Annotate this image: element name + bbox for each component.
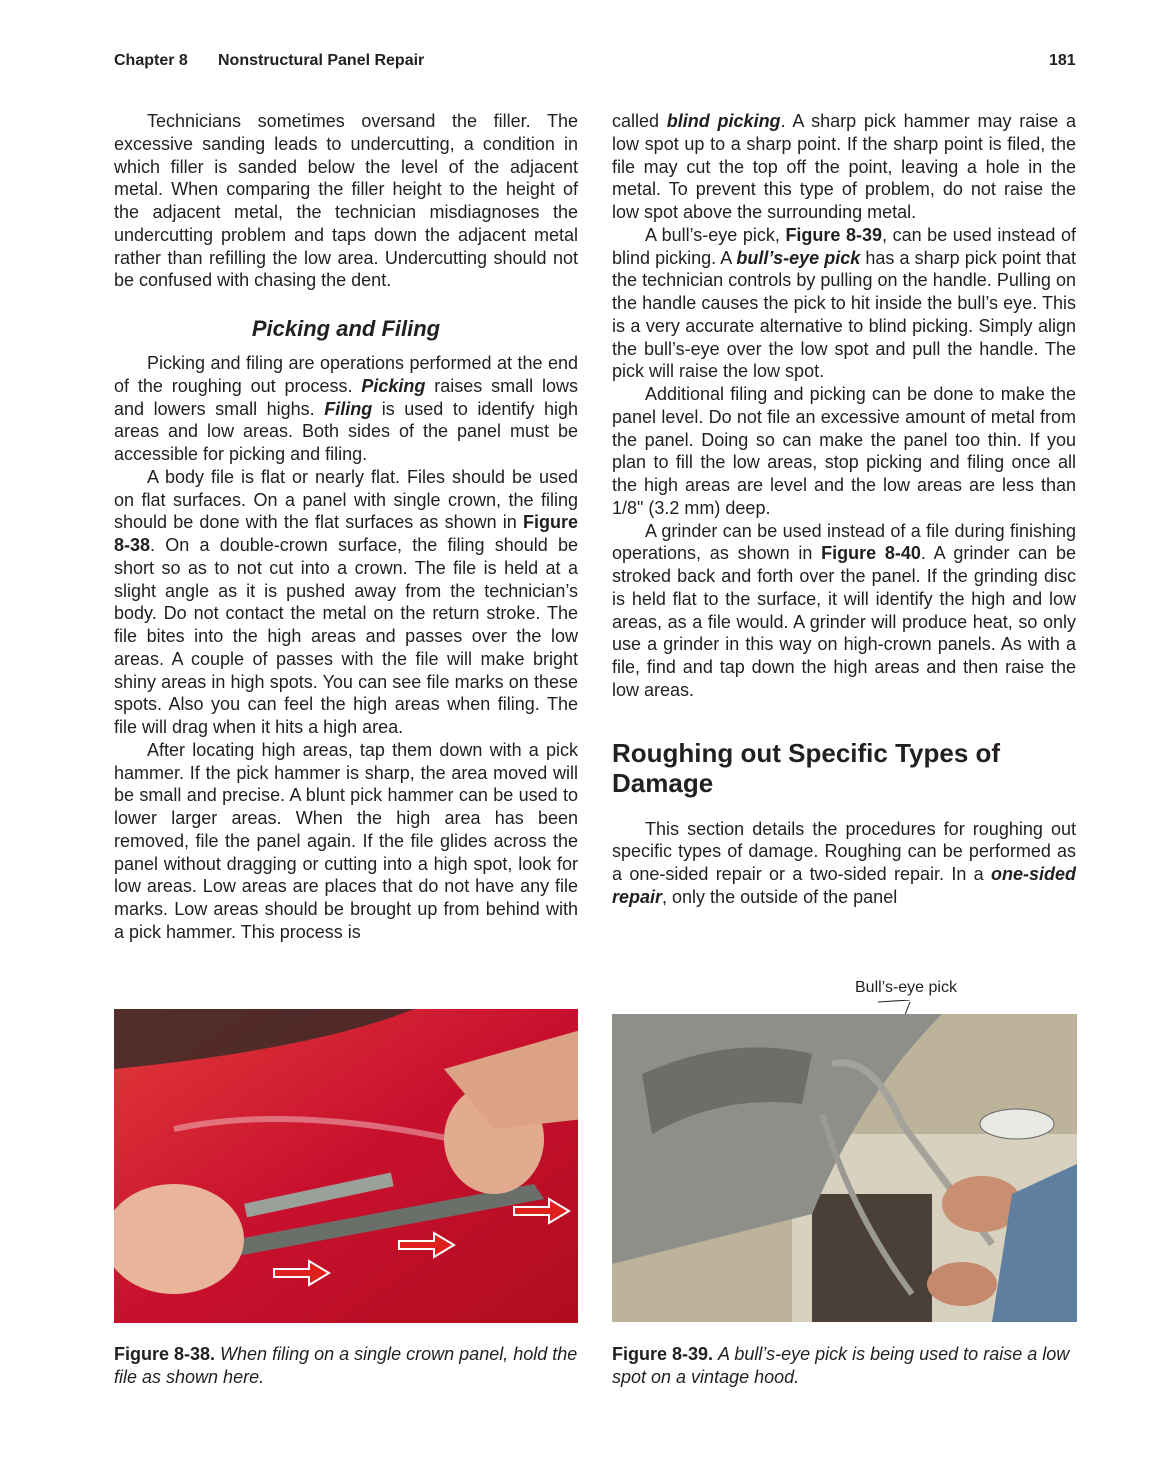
figure-label: Figure 8-39. (612, 1344, 714, 1364)
body-paragraph (612, 383, 1076, 520)
text-run: , can be used instead of blind picking. A (612, 224, 1076, 268)
section-heading (612, 738, 1076, 798)
text-run: Roughing out Specific Types of Damage (612, 737, 1001, 798)
text-run: A grinder can be used instead of a file during finishing operations, as shown in (612, 520, 1076, 564)
figure-caption-text: When filing on a single crown panel, hold the file as shown here. (114, 1344, 578, 1387)
figure-8-39-caption (612, 1343, 1082, 1389)
text-run: . On a double-crown surface, the filing should be short so as to not cut into a crown. The file is held at a slight angle as it is pushed away from the technician’s body. Do not contact the metal on the return stroke. The file bites into the high areas and passes over the low areas. A couple of passes with the file will make bright shiny areas in high spots. You can see file marks on these spots. Also you can feel the high areas when filing. The file will drag when it hits a high area. (114, 535, 578, 737)
body-paragraph (612, 224, 1076, 383)
text-run: is used to identify high areas and low areas. Both sides of the panel must be accessible for picking and filing. (114, 398, 578, 464)
figure-reference: Figure 8-38 (114, 512, 578, 555)
text-run: A body file is flat or nearly flat. Files should be used on flat surfaces. On a panel with single crown, the filing should be done with the flat surfaces as shown in (114, 466, 578, 533)
figure-8-38-caption (114, 1343, 584, 1389)
text-run: After locating high areas, tap them down with a pick hammer. If the pick hammer is sharp, the area moved will be small and precise. A blunt pick hammer can be used to lower larger areas. When the high area has been removed, file the panel again. If the file glides across the panel without dragging or cutting into a high spot, look for low areas. Low areas are places that do not have any file marks. Low areas should be brought up from behind with a pick hammer. This process is (114, 739, 578, 942)
text-run: has a sharp pick point that the technician controls by pulling on the handle. Pulling on the handle causes the pick to hit inside the bull’s eye. This is a very accurate alternative to blind picking. Simply align the bull’s-eye over the low spot and pull the handle. The pick will raise the low spot. (612, 247, 1076, 382)
text-run: This section details the procedures for roughing out specific types of damage. Roughing can be performed as a one-sided repair or a two-sided repair. In a (612, 818, 1076, 884)
text-run: A bull’s-eye pick, (645, 224, 786, 245)
body-paragraph (114, 739, 578, 944)
figure-caption-text: A bull’s-eye pick is being used to raise a low spot on a vintage hood. (612, 1344, 1070, 1387)
text-run: . A sharp pick hammer may raise a low spot up to a sharp point. If the sharp point is filed, the file may cut the top off the point, leaving a hole in the metal. To prevent this type of problem, do not raise the low spot above the surrounding metal. (612, 111, 1077, 222)
figure-reference: Figure 8-39 (785, 224, 883, 245)
text-run: , only the outside of the panel (662, 886, 898, 907)
running-header-chapter: Chapter 8 (114, 52, 188, 69)
right-column (612, 110, 1076, 909)
key-term: bull’s-eye pick (736, 247, 861, 268)
key-term: one-sided repair (612, 864, 1076, 907)
text-run: Additional filing and picking can be done to make the panel level. Do not file an excessive amount of metal from the panel. Doing so can make the panel too thin. If you plan to fill the low areas, stop picking and filing once all the high areas are level and the low areas are less than 1/8" (3.2 mm) deep. (612, 384, 1076, 518)
body-paragraph (114, 466, 578, 739)
text-run: Picking and filing are operations performed at the end of the roughing out process. (114, 353, 578, 396)
text-run: called (612, 111, 667, 131)
left-column (114, 110, 578, 944)
body-paragraph (114, 110, 578, 292)
figure-8-38-photo (114, 1009, 578, 1323)
text-run: Picking and Filing (251, 316, 441, 341)
text-run: Technicians sometimes oversand the filler. The excessive sanding leads to undercutting, a condition in which filler is sanded below the level of the adjacent metal. When comparing the filler height to the height of the adjacent metal, the technician misdiagnoses the undercutting problem and taps down the adjacent metal rather than refilling the low area. Undercutting should not be confused with chasing the dent. (114, 111, 578, 291)
body-paragraph (612, 520, 1076, 702)
body-paragraph (114, 352, 578, 466)
body-paragraph (612, 110, 1076, 224)
figure-label: Figure 8-38. (114, 1344, 216, 1364)
section-subheading (114, 316, 578, 342)
key-term: blind picking (666, 111, 781, 131)
figure-8-39-photo (612, 1014, 1077, 1322)
text-run: raises small lows and lowers small highs. (114, 375, 578, 419)
text-run: . A grinder can be stroked back and forth over the panel. If the grinding disc is held flat to the surface, it will identify the high and low areas, as a file would. A grinder will produce heat, so only use a grinder in this way on high-crown panels. As with a file, find and tap down the high areas and then raise the low areas. (612, 543, 1076, 700)
key-term: Filing (324, 398, 373, 419)
figure-reference: Figure 8-40 (821, 543, 921, 564)
callout-label: Bull’s-eye pick (855, 979, 957, 996)
key-term: Picking (361, 375, 426, 396)
page-number: 181 (1049, 52, 1076, 69)
body-paragraph (612, 818, 1076, 909)
running-header-title: Nonstructural Panel Repair (218, 52, 425, 69)
